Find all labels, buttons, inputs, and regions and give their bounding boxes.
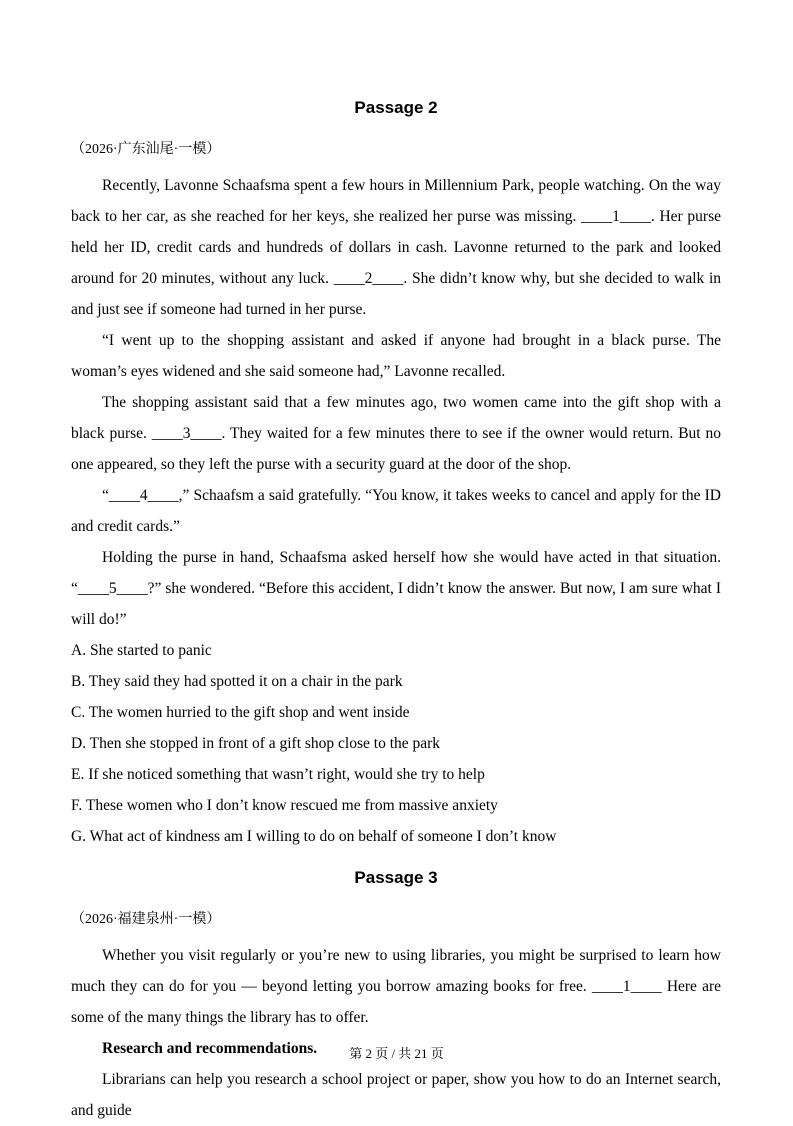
passage2-option-c: C. The women hurried to the gift shop and went inside bbox=[71, 703, 410, 721]
passage2-option-g: G. What act of kindness am I willing to do on behalf of someone I don’t know bbox=[71, 827, 557, 845]
passage2-title: Passage 2 bbox=[354, 98, 438, 117]
passage2-paragraph-5: Holding the purse in hand, Schaafsma asked herself how she would have acted in that situation. “____5____?” she wondered. “Before this accident, I didn’t know the answer. But now, I am sure what I will do!” bbox=[71, 548, 721, 628]
passage2-option-e: E. If she noticed something that wasn’t right, would she try to help bbox=[71, 765, 485, 783]
passage2-option-f: F. These women who I don’t know rescued me from massive anxiety bbox=[71, 796, 498, 814]
passage2-option-d: D. Then she stopped in front of a gift shop close to the park bbox=[71, 734, 441, 752]
passage2-paragraph-4: “____4____,” Schaafsm a said gratefully. “You know, it takes weeks to cancel and apply for the ID and credit cards.” bbox=[71, 486, 721, 535]
passage2-source: （2026·广东汕尾·一模） bbox=[71, 141, 221, 157]
passage2-paragraph-3: The shopping assistant said that a few minutes ago, two women came into the gift shop with a black purse. ____3____. They waited for a few minutes there to see if the owner would return. But no one appeared, so they left the purse with a security guard at the door of the shop. bbox=[71, 393, 721, 473]
passage2-option-a: A. She started to panic bbox=[71, 641, 212, 659]
passage2-option-b: B. They said they had spotted it on a chair in the park bbox=[71, 672, 403, 690]
passage2-paragraph-2: “I went up to the shopping assistant and asked if anyone had brought in a black purse. The woman’s eyes widened and she said someone had,” Lavonne recalled. bbox=[71, 331, 721, 380]
passage3-title: Passage 3 bbox=[354, 867, 438, 887]
passage3-paragraph-2: Librarians can help you research a school project or paper, show you how to do an Internet search, and guide bbox=[71, 1070, 721, 1119]
passage3-source: （2026·福建泉州·一模） bbox=[71, 911, 221, 927]
passage3-subheading: Research and recommendations. bbox=[102, 1039, 318, 1057]
page-number-footer: 第 2 页 / 共 21 页 bbox=[349, 1046, 444, 1061]
passage2-paragraph-1: Recently, Lavonne Schaafsma spent a few hours in Millennium Park, people watching. On the way back to her car, as she reached for her keys, she realized her purse was missing. ____1____. Her purse held her ID, credit cards and hundreds of dollars in cash. Lavonne returned to the park and looked around for 20 minutes, without any luck. ____2____. She didn’t know why, but she decided to walk in and just see if someone had turned in her purse. bbox=[71, 176, 721, 318]
passage3-paragraph-1: Whether you visit regularly or you’re new to using libraries, you might be surprised to learn how much they can do for you — beyond letting you borrow amazing books for free. ____1____ Here are some of the many things the library has to offer. bbox=[71, 946, 721, 1026]
